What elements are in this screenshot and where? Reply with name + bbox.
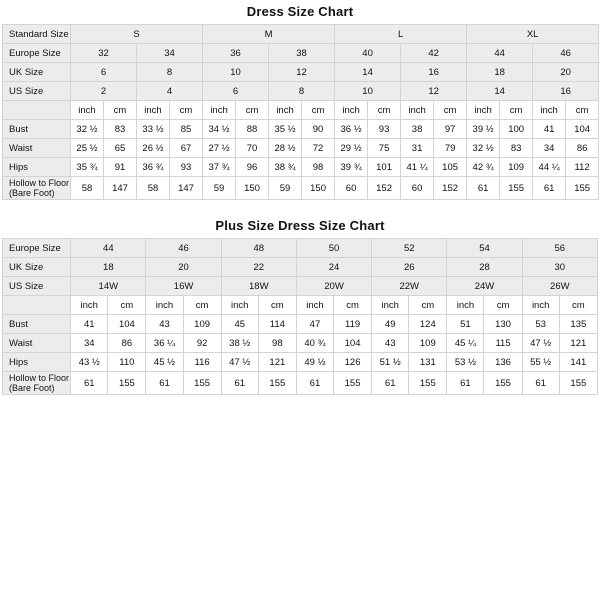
cell-hips: 98 xyxy=(302,158,335,177)
cell-hips: 105 xyxy=(434,158,467,177)
cell-waist: 32 ½ xyxy=(467,139,500,158)
cell-plus-waist: 45 ¼ xyxy=(447,334,484,353)
cell-europe-size: 34 xyxy=(137,44,203,63)
cell-plus-us-size: 16W xyxy=(146,277,221,296)
size-group-m: M xyxy=(203,25,335,44)
cell-hollow: 59 xyxy=(203,177,236,200)
row-label-plus-units xyxy=(3,296,71,315)
cell-plus-hollow: 61 xyxy=(221,372,258,395)
row-label-europe-size: Europe Size xyxy=(3,44,71,63)
cell-plus-hips: 110 xyxy=(108,353,146,372)
cell-unit: cm xyxy=(500,101,533,120)
cell-hips: 93 xyxy=(170,158,203,177)
cell-waist: 25 ½ xyxy=(71,139,104,158)
plus-hollow-label-line1: Hollow to Floor xyxy=(9,373,70,383)
cell-plus-bust: 104 xyxy=(108,315,146,334)
cell-plus-waist: 86 xyxy=(108,334,146,353)
cell-plus-unit: cm xyxy=(409,296,447,315)
cell-us-size: 14 xyxy=(467,82,533,101)
plus-chart-title: Plus Size Dress Size Chart xyxy=(215,218,385,233)
cell-hollow: 61 xyxy=(533,177,566,200)
cell-plus-us-size: 14W xyxy=(71,277,146,296)
table-row-uk-size xyxy=(3,63,599,82)
cell-plus-hollow: 155 xyxy=(258,372,296,395)
cell-plus-bust: 49 xyxy=(372,315,409,334)
cell-plus-bust: 43 xyxy=(146,315,183,334)
cell-plus-bust: 53 xyxy=(522,315,559,334)
cell-unit: cm xyxy=(434,101,467,120)
row-label-plus-us-size: US Size xyxy=(3,277,71,296)
cell-unit: cm xyxy=(170,101,203,120)
cell-waist: 83 xyxy=(500,139,533,158)
cell-plus-unit: inch xyxy=(71,296,108,315)
cell-plus-hips: 126 xyxy=(334,353,372,372)
cell-plus-hips: 53 ½ xyxy=(447,353,484,372)
cell-plus-uk-size: 22 xyxy=(221,258,296,277)
cell-hips: 101 xyxy=(368,158,401,177)
cell-plus-europe-size: 44 xyxy=(71,239,146,258)
cell-hollow: 58 xyxy=(137,177,170,200)
cell-plus-bust: 119 xyxy=(334,315,372,334)
row-label-waist: Waist xyxy=(3,139,71,158)
cell-plus-europe-size: 54 xyxy=(447,239,522,258)
cell-hips: 109 xyxy=(500,158,533,177)
cell-bust: 41 xyxy=(533,120,566,139)
row-label-uk-size: UK Size xyxy=(3,63,71,82)
cell-plus-hollow: 155 xyxy=(108,372,146,395)
cell-waist: 31 xyxy=(401,139,434,158)
cell-bust: 34 ½ xyxy=(203,120,236,139)
cell-bust: 97 xyxy=(434,120,467,139)
table-row-europe-size xyxy=(3,44,599,63)
cell-us-size: 6 xyxy=(203,82,269,101)
cell-hollow: 58 xyxy=(71,177,104,200)
cell-plus-hips: 43 ½ xyxy=(71,353,108,372)
cell-unit: inch xyxy=(203,101,236,120)
cell-europe-size: 36 xyxy=(203,44,269,63)
cell-us-size: 2 xyxy=(71,82,137,101)
cell-bust: 104 xyxy=(566,120,599,139)
cell-hips: 35 ¾ xyxy=(71,158,104,177)
cell-plus-hips: 131 xyxy=(409,353,447,372)
cell-hollow: 60 xyxy=(335,177,368,200)
cell-us-size: 8 xyxy=(269,82,335,101)
cell-uk-size: 16 xyxy=(401,63,467,82)
cell-hips: 39 ¾ xyxy=(335,158,368,177)
cell-unit: inch xyxy=(137,101,170,120)
cell-bust: 88 xyxy=(236,120,269,139)
cell-plus-europe-size: 52 xyxy=(372,239,447,258)
cell-bust: 83 xyxy=(104,120,137,139)
cell-plus-hips: 136 xyxy=(484,353,522,372)
cell-plus-unit: cm xyxy=(484,296,522,315)
row-label-plus-europe-size: Europe Size xyxy=(3,239,71,258)
cell-uk-size: 12 xyxy=(269,63,335,82)
cell-hollow: 152 xyxy=(368,177,401,200)
cell-plus-hips: 51 ½ xyxy=(372,353,409,372)
cell-plus-unit: inch xyxy=(221,296,258,315)
cell-waist: 26 ½ xyxy=(137,139,170,158)
table-row-plus-waist xyxy=(3,334,598,353)
cell-plus-hips: 55 ½ xyxy=(522,353,559,372)
cell-hips: 44 ¼ xyxy=(533,158,566,177)
cell-plus-waist: 40 ¾ xyxy=(296,334,333,353)
cell-plus-unit: inch xyxy=(296,296,333,315)
row-label-plus-waist: Waist xyxy=(3,334,71,353)
plus-size-table xyxy=(2,238,598,395)
cell-waist: 28 ½ xyxy=(269,139,302,158)
cell-europe-size: 40 xyxy=(335,44,401,63)
cell-plus-uk-size: 18 xyxy=(71,258,146,277)
cell-plus-europe-size: 48 xyxy=(221,239,296,258)
standard-size-table xyxy=(2,24,599,200)
cell-plus-hollow: 61 xyxy=(71,372,108,395)
cell-hollow: 155 xyxy=(566,177,599,200)
cell-plus-hips: 121 xyxy=(258,353,296,372)
size-group-xl: XL xyxy=(467,25,599,44)
cell-plus-europe-size: 56 xyxy=(522,239,597,258)
standard-chart-title: Dress Size Chart xyxy=(246,4,354,19)
cell-plus-hollow: 155 xyxy=(409,372,447,395)
cell-plus-bust: 109 xyxy=(183,315,221,334)
cell-plus-hips: 47 ½ xyxy=(221,353,258,372)
cell-us-size: 10 xyxy=(335,82,401,101)
cell-plus-waist: 34 xyxy=(71,334,108,353)
cell-plus-us-size: 26W xyxy=(522,277,597,296)
cell-bust: 39 ½ xyxy=(467,120,500,139)
row-label-hollow-to-floor xyxy=(3,177,71,200)
row-label-units xyxy=(3,101,71,120)
cell-plus-unit: cm xyxy=(334,296,372,315)
cell-plus-unit: inch xyxy=(146,296,183,315)
cell-uk-size: 10 xyxy=(203,63,269,82)
cell-europe-size: 32 xyxy=(71,44,137,63)
cell-plus-uk-size: 26 xyxy=(372,258,447,277)
table-row-plus-hips xyxy=(3,353,598,372)
cell-plus-hollow: 155 xyxy=(484,372,522,395)
cell-hips: 91 xyxy=(104,158,137,177)
cell-plus-waist: 36 ¼ xyxy=(146,334,183,353)
cell-waist: 34 xyxy=(533,139,566,158)
cell-waist: 72 xyxy=(302,139,335,158)
cell-plus-hollow: 155 xyxy=(334,372,372,395)
cell-us-size: 12 xyxy=(401,82,467,101)
cell-plus-unit: cm xyxy=(108,296,146,315)
cell-hollow: 147 xyxy=(104,177,137,200)
cell-hollow: 61 xyxy=(467,177,500,200)
cell-plus-hips: 49 ½ xyxy=(296,353,333,372)
cell-plus-waist: 38 ½ xyxy=(221,334,258,353)
cell-bust: 90 xyxy=(302,120,335,139)
cell-uk-size: 8 xyxy=(137,63,203,82)
cell-bust: 32 ½ xyxy=(71,120,104,139)
cell-plus-bust: 51 xyxy=(447,315,484,334)
cell-hollow: 152 xyxy=(434,177,467,200)
cell-europe-size: 38 xyxy=(269,44,335,63)
cell-unit: inch xyxy=(467,101,500,120)
cell-plus-hips: 141 xyxy=(559,353,597,372)
cell-hips: 41 ¼ xyxy=(401,158,434,177)
table-row-standard-size xyxy=(3,25,599,44)
cell-unit: inch xyxy=(533,101,566,120)
row-label-bust: Bust xyxy=(3,120,71,139)
cell-uk-size: 6 xyxy=(71,63,137,82)
cell-bust: 33 ½ xyxy=(137,120,170,139)
cell-waist: 67 xyxy=(170,139,203,158)
cell-hollow: 59 xyxy=(269,177,302,200)
cell-plus-waist: 47 ½ xyxy=(522,334,559,353)
cell-plus-uk-size: 28 xyxy=(447,258,522,277)
row-label-plus-hips: Hips xyxy=(3,353,71,372)
row-label-plus-hollow-to-floor xyxy=(3,372,71,395)
table-row-hollow-to-floor xyxy=(3,177,599,200)
table-row-plus-europe-size xyxy=(3,239,598,258)
table-row-bust xyxy=(3,120,599,139)
cell-europe-size: 42 xyxy=(401,44,467,63)
cell-plus-us-size: 22W xyxy=(372,277,447,296)
cell-bust: 36 ½ xyxy=(335,120,368,139)
cell-hollow: 60 xyxy=(401,177,434,200)
table-row-plus-uk-size xyxy=(3,258,598,277)
cell-plus-waist: 92 xyxy=(183,334,221,353)
cell-plus-bust: 45 xyxy=(221,315,258,334)
cell-plus-bust: 114 xyxy=(258,315,296,334)
cell-plus-bust: 47 xyxy=(296,315,333,334)
cell-hollow: 147 xyxy=(170,177,203,200)
cell-plus-bust: 124 xyxy=(409,315,447,334)
cell-hollow: 150 xyxy=(302,177,335,200)
size-group-s: S xyxy=(71,25,203,44)
hollow-label-line1: Hollow to Floor xyxy=(9,178,70,188)
row-label-standard-size: Standard Size xyxy=(3,25,71,44)
cell-plus-hollow: 155 xyxy=(183,372,221,395)
cell-plus-hips: 116 xyxy=(183,353,221,372)
cell-hips: 36 ¾ xyxy=(137,158,170,177)
plus-hollow-label-line2: (Bare Foot) xyxy=(9,383,55,393)
cell-hips: 42 ¾ xyxy=(467,158,500,177)
cell-plus-hollow: 61 xyxy=(447,372,484,395)
cell-bust: 93 xyxy=(368,120,401,139)
hollow-label-line2: (Bare Foot) xyxy=(9,188,55,198)
row-label-plus-bust: Bust xyxy=(3,315,71,334)
cell-waist: 70 xyxy=(236,139,269,158)
cell-waist: 29 ½ xyxy=(335,139,368,158)
chart-separator xyxy=(0,200,600,214)
plus-size-chart xyxy=(0,214,600,395)
cell-us-size: 16 xyxy=(533,82,599,101)
table-row-units xyxy=(3,101,599,120)
cell-plus-unit: inch xyxy=(447,296,484,315)
table-row-waist xyxy=(3,139,599,158)
cell-waist: 86 xyxy=(566,139,599,158)
cell-unit: cm xyxy=(302,101,335,120)
cell-plus-uk-size: 20 xyxy=(146,258,221,277)
cell-plus-bust: 135 xyxy=(559,315,597,334)
cell-plus-unit: cm xyxy=(183,296,221,315)
row-label-plus-uk-size: UK Size xyxy=(3,258,71,277)
bottom-whitespace xyxy=(0,395,600,439)
cell-waist: 79 xyxy=(434,139,467,158)
cell-plus-hollow: 155 xyxy=(559,372,597,395)
cell-plus-us-size: 18W xyxy=(221,277,296,296)
cell-uk-size: 14 xyxy=(335,63,401,82)
cell-plus-unit: inch xyxy=(372,296,409,315)
cell-bust: 85 xyxy=(170,120,203,139)
cell-hips: 37 ¾ xyxy=(203,158,236,177)
cell-bust: 35 ½ xyxy=(269,120,302,139)
cell-plus-waist: 43 xyxy=(372,334,409,353)
cell-plus-waist: 115 xyxy=(484,334,522,353)
cell-bust: 100 xyxy=(500,120,533,139)
table-row-plus-units xyxy=(3,296,598,315)
cell-hips: 96 xyxy=(236,158,269,177)
cell-plus-waist: 104 xyxy=(334,334,372,353)
cell-hollow: 155 xyxy=(500,177,533,200)
cell-bust: 38 xyxy=(401,120,434,139)
cell-plus-unit: cm xyxy=(258,296,296,315)
table-row-hips xyxy=(3,158,599,177)
cell-us-size: 4 xyxy=(137,82,203,101)
cell-plus-waist: 98 xyxy=(258,334,296,353)
cell-plus-waist: 109 xyxy=(409,334,447,353)
cell-uk-size: 20 xyxy=(533,63,599,82)
cell-hollow: 150 xyxy=(236,177,269,200)
table-row-plus-bust xyxy=(3,315,598,334)
cell-unit: cm xyxy=(566,101,599,120)
cell-waist: 65 xyxy=(104,139,137,158)
cell-hips: 38 ¾ xyxy=(269,158,302,177)
standard-size-chart xyxy=(0,0,600,200)
size-group-l: L xyxy=(335,25,467,44)
cell-unit: cm xyxy=(368,101,401,120)
table-row-plus-hollow-to-floor xyxy=(3,372,598,395)
cell-plus-bust: 130 xyxy=(484,315,522,334)
cell-plus-hollow: 61 xyxy=(146,372,183,395)
cell-waist: 27 ½ xyxy=(203,139,236,158)
cell-plus-unit: inch xyxy=(522,296,559,315)
cell-plus-hollow: 61 xyxy=(296,372,333,395)
cell-plus-europe-size: 46 xyxy=(146,239,221,258)
cell-unit: inch xyxy=(401,101,434,120)
cell-plus-hollow: 61 xyxy=(372,372,409,395)
cell-unit: cm xyxy=(104,101,137,120)
cell-plus-uk-size: 30 xyxy=(522,258,597,277)
cell-hips: 112 xyxy=(566,158,599,177)
cell-plus-hips: 45 ½ xyxy=(146,353,183,372)
cell-uk-size: 18 xyxy=(467,63,533,82)
cell-plus-uk-size: 24 xyxy=(296,258,371,277)
cell-europe-size: 44 xyxy=(467,44,533,63)
row-label-us-size: US Size xyxy=(3,82,71,101)
cell-unit: inch xyxy=(335,101,368,120)
cell-plus-us-size: 20W xyxy=(296,277,371,296)
cell-plus-us-size: 24W xyxy=(447,277,522,296)
cell-plus-hollow: 61 xyxy=(522,372,559,395)
cell-plus-europe-size: 50 xyxy=(296,239,371,258)
table-row-us-size xyxy=(3,82,599,101)
cell-unit: cm xyxy=(236,101,269,120)
cell-plus-bust: 41 xyxy=(71,315,108,334)
cell-plus-unit: cm xyxy=(559,296,597,315)
cell-plus-waist: 121 xyxy=(559,334,597,353)
row-label-hips: Hips xyxy=(3,158,71,177)
cell-unit: inch xyxy=(269,101,302,120)
table-row-plus-us-size xyxy=(3,277,598,296)
cell-europe-size: 46 xyxy=(533,44,599,63)
cell-waist: 75 xyxy=(368,139,401,158)
cell-unit: inch xyxy=(71,101,104,120)
